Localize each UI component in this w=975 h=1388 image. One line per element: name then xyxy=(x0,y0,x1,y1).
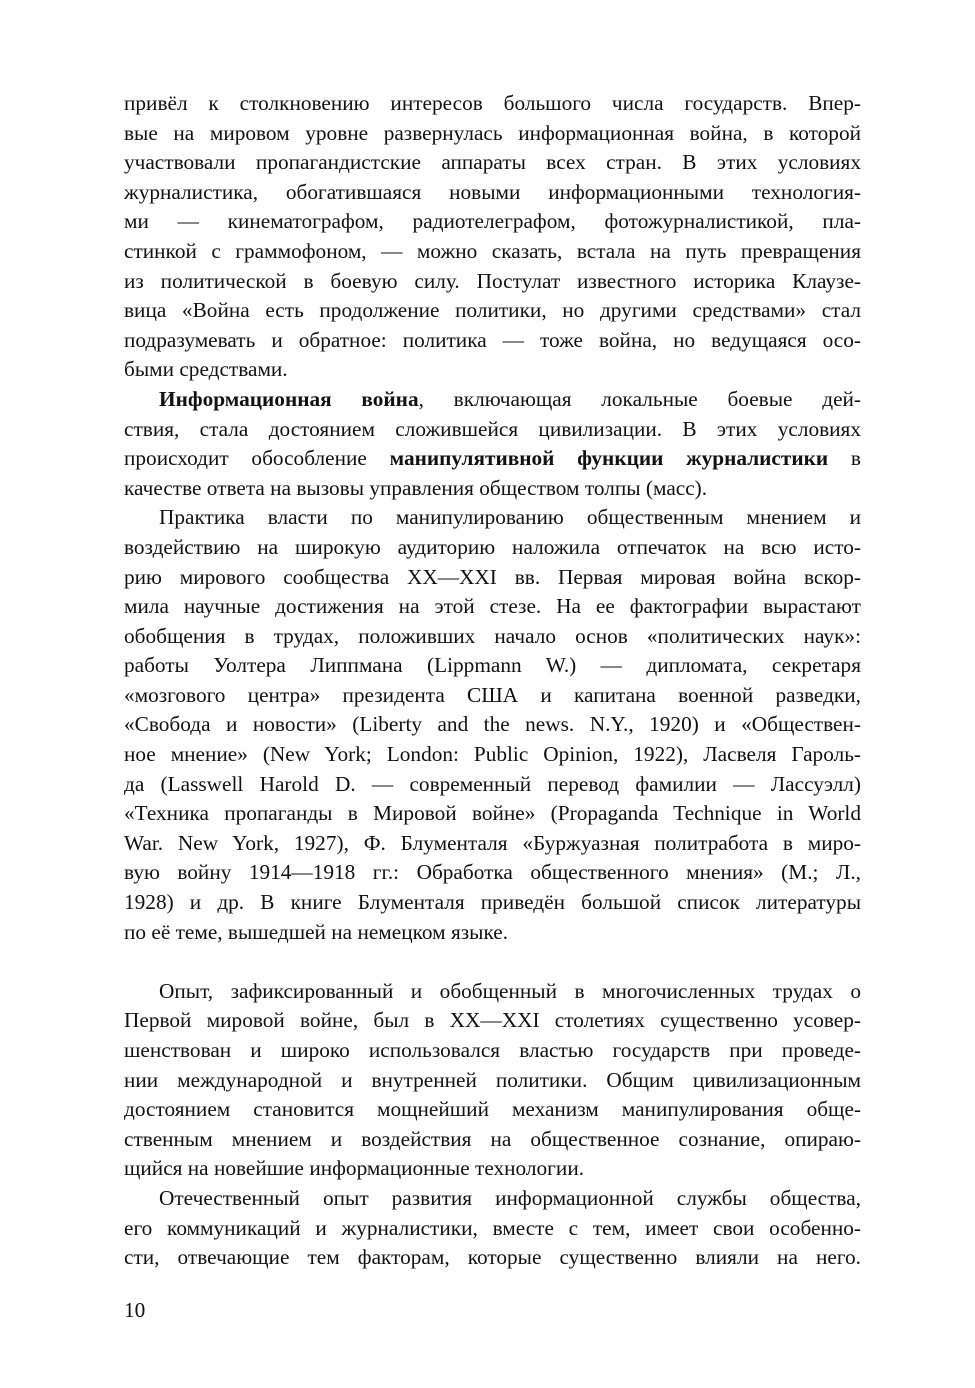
text-line: да (Lasswell Harold D. — современный перевод фамилии — Лассуэлл) xyxy=(124,771,861,796)
text-line: достоянием становится мощнейший механизм манипулирования обще- xyxy=(124,1097,861,1122)
text-line: Первой мировой войне, был в XX—XXI столетиях существенно усовер- xyxy=(124,1008,861,1033)
text-line: сти, отвечающие тем факторам, которые существенно влияли на него. xyxy=(124,1245,861,1270)
text-segment: в xyxy=(828,446,861,471)
text-segment: происходит обособление xyxy=(124,446,390,471)
text-line: шенствован и широко использовался властью государств при проведе- xyxy=(124,1038,861,1062)
bold-term: манипулятивной функции журналистики xyxy=(389,446,829,471)
text-line: стинкой с граммофоном, — можно сказать, встала на путь превращения xyxy=(124,238,861,263)
paragraph xyxy=(124,1184,861,1273)
text-line: качестве ответа на вызовы управления обществом толпы (масс). xyxy=(124,475,708,500)
text-line: участвовали пропагандистские аппараты всех стран. В этих условиях xyxy=(124,150,861,175)
paragraph xyxy=(124,503,861,947)
text-line: 1928) и др. В книге Блументаля приведён большой список литературы xyxy=(124,890,861,915)
text-line: ми — кинематографом, радиотелеграфом, фотожурналистикой, пла- xyxy=(124,209,861,234)
text-line: из политической в боевую силу. Постулат известного историка Клаузе- xyxy=(124,268,861,293)
text-line: «Свобода и новости» (Liberty and the news. N.Y., 1920) и «Обществен- xyxy=(124,712,861,737)
paragraph xyxy=(124,977,861,1184)
text-line: мила научные достижения на этой стезе. На ее фактографии вырастают xyxy=(124,594,861,619)
text-line: Отечественный опыт развития информационной службы общества, xyxy=(159,1185,861,1210)
text-line: Практика власти по манипулированию общественным мнением и xyxy=(159,505,861,530)
text-line: ное мнение» (New York; London: Public Opinion, 1922), Ласвеля Гароль- xyxy=(124,742,861,767)
text-line: вые на мировом уровне развернулась информационная война, в которой xyxy=(124,120,861,145)
text-line: рию мирового сообщества XX—XXI вв. Первая мировая война вскор- xyxy=(124,564,861,589)
text-line xyxy=(124,444,861,474)
text-line: ственным мнением и воздействия на общественное сознание, опираю- xyxy=(124,1126,861,1151)
paragraph xyxy=(124,89,861,385)
text-line: воздействию на широкую аудиторию наложила отпечаток на всю исто- xyxy=(124,534,861,559)
text-segment: , включающая локальные боевые дей- xyxy=(418,386,862,411)
text-line: War. New York, 1927), Ф. Блументаля «Буржуазная политработа в миро- xyxy=(124,830,861,855)
text-line: его коммуникаций и журналистики, вместе с тем, имеет свои особенно- xyxy=(124,1215,861,1240)
text-line: обобщения в трудах, положивших начало основ «политических наук»: xyxy=(124,623,861,648)
text-line: вую войну 1914—1918 гг.: Обработка общественного мнения» (М.; Л., xyxy=(124,860,861,885)
text-line: нии международной и внутренней политики. Общим цивилизационным xyxy=(124,1067,861,1092)
text-line: «Техника пропаганды в Мировой войне» (Propaganda Technique in World xyxy=(124,801,861,826)
text-line: «мозгового центра» президента США и капитана военной разведки, xyxy=(124,682,861,707)
paragraph xyxy=(124,385,861,503)
text-line: привёл к столкновению интересов большого числа государств. Впер- xyxy=(124,91,861,115)
text-line: Опыт, зафиксированный и обобщенный в многочисленных трудах о xyxy=(159,978,861,1003)
text-line: быми средствами. xyxy=(124,357,288,382)
text-line xyxy=(124,385,861,415)
page-number: 10 xyxy=(124,1298,146,1322)
text-line: щийся на новейшие информационные технологии. xyxy=(124,1156,585,1181)
text-line: подразумевать и обратное: политика — тоже война, но ведущаяся осо- xyxy=(124,327,861,352)
body-text xyxy=(124,89,861,1273)
text-line: журналистика, обогатившаяся новыми информационными технология- xyxy=(124,179,861,204)
bold-term: Информационная война xyxy=(159,386,419,411)
blank-line xyxy=(124,947,861,977)
text-line: ствия, стала достоянием сложившейся цивилизации. В этих условиях xyxy=(124,416,861,441)
text-line: работы Уолтера Липпмана (Lippmann W.) — дипломата, секретаря xyxy=(124,653,861,678)
text-line: по её теме, вышедшей на немецком языке. xyxy=(124,919,509,944)
text-line: вица «Война есть продолжение политики, но другими средствами» стал xyxy=(124,298,861,323)
